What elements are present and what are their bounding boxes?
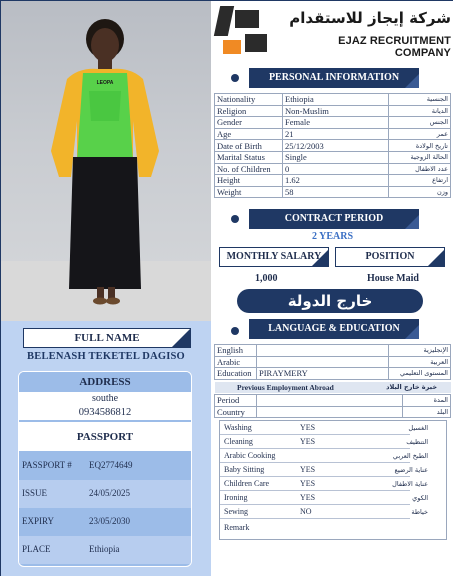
monthly-salary-header — [219, 247, 329, 267]
language-row-arabic — [215, 356, 451, 368]
personal-row-religion — [215, 105, 451, 117]
row-label: English — [215, 345, 257, 357]
skill-label: Children Care — [224, 479, 270, 488]
row-value: Ethiopia — [283, 94, 389, 106]
language-education-title: LANGUAGE & EDUCATION — [268, 323, 400, 334]
skill-value: YES — [300, 423, 316, 432]
skill-label-arabic: عناية الاطفال — [392, 480, 428, 488]
personal-row-marital — [215, 151, 451, 163]
row-label: No. of Children — [215, 163, 283, 175]
language-table — [214, 344, 451, 380]
skill-label-arabic: الغسيل — [408, 424, 428, 432]
row-value: Female — [283, 117, 389, 129]
section-bullet-icon — [231, 327, 239, 335]
row-label-arabic: العربية — [389, 356, 451, 368]
position-value: House Maid — [367, 273, 419, 284]
row-value: 1.62 — [283, 175, 389, 187]
personal-row-nationality — [215, 94, 451, 106]
skill-value: YES — [300, 493, 316, 502]
row-label: Gender — [215, 117, 283, 129]
skill-label-arabic: الطبخ العربي — [392, 452, 428, 460]
skill-value: YES — [300, 479, 316, 488]
previous-employment-title: Previous Employment Abroad — [237, 383, 334, 392]
skill-label-arabic: التنظيف — [406, 438, 428, 446]
address-label: ADDRESS — [19, 372, 191, 392]
skill-row — [220, 421, 446, 435]
full-name-label: FULL NAME — [74, 332, 140, 344]
skill-value: YES — [300, 437, 316, 446]
personal-info-header — [249, 68, 419, 88]
row-label-arabic: المستوى التعليمي — [389, 368, 451, 380]
row-label-arabic: الحالة الزوجية — [389, 151, 451, 163]
skill-label: Arabic Cooking — [224, 451, 276, 460]
company-name-arabic: شركة إيجاز للاستقدام — [289, 9, 451, 27]
skill-row — [220, 449, 446, 463]
section-bullet-icon — [231, 215, 239, 223]
passport-number-key: PASSPORT # — [22, 460, 72, 470]
personal-row-height — [215, 175, 451, 187]
personal-row-weight — [215, 186, 451, 198]
personal-info-title: PERSONAL INFORMATION — [268, 72, 400, 83]
row-value: 25/12/2003 — [283, 140, 389, 152]
right-column — [211, 1, 453, 576]
row-value: Non-Muslim — [283, 105, 389, 117]
passport-number-row — [19, 452, 191, 480]
language-row-education — [215, 368, 451, 380]
company-logo-icon — [217, 6, 273, 58]
passport-place-value: Ethiopia — [89, 544, 120, 554]
company-name-english: EJAZ RECRUITMENT COMPANY — [338, 35, 451, 59]
row-label-arabic: عدد الاطفال — [389, 163, 451, 175]
section-bullet-icon — [231, 74, 239, 82]
row-label: Education — [215, 368, 257, 380]
row-label: Weight — [215, 186, 283, 198]
passport-place-key: PLACE — [22, 544, 51, 554]
row-value: PIRAYMERY — [257, 368, 389, 380]
skill-label: Washing — [224, 423, 252, 432]
address-phone: 0934586812 — [19, 406, 191, 420]
passport-number-value: EQ2774649 — [89, 460, 133, 470]
skill-label: Baby Sitting — [224, 465, 265, 474]
row-label: Date of Birth — [215, 140, 283, 152]
skill-label-arabic: عناية الرضيع — [394, 466, 428, 474]
monthly-salary-label: MONTHLY SALARY — [226, 251, 322, 262]
skill-label: Remark — [224, 523, 250, 532]
contract-years: 2 YEARS — [311, 231, 354, 242]
row-label-arabic: الإنجليزية — [389, 345, 451, 357]
skill-label-arabic: خياطة — [411, 508, 428, 516]
prev-row-country — [215, 406, 451, 418]
personal-row-children — [215, 163, 451, 175]
row-label-arabic: عمر — [389, 128, 451, 140]
passport-label: PASSPORT — [19, 421, 191, 451]
skill-row — [220, 505, 446, 519]
row-label: Height — [215, 175, 283, 187]
row-label-arabic: تاريخ الولادة — [389, 140, 451, 152]
skill-row — [220, 463, 446, 477]
row-label: Age — [215, 128, 283, 140]
prev-row-period — [215, 395, 451, 407]
monthly-salary-value: 1,000 — [255, 273, 278, 284]
skill-label: Sewing — [224, 507, 248, 516]
passport-expiry-value: 23/05/2030 — [89, 516, 131, 526]
passport-expiry-row — [19, 508, 191, 536]
passport-issue-value: 24/05/2025 — [89, 488, 131, 498]
contract-period-header — [249, 209, 419, 229]
address-line: southe — [19, 392, 191, 406]
row-label: Period — [215, 395, 257, 407]
skill-row-remark — [220, 521, 446, 535]
personal-row-dob — [215, 140, 451, 152]
row-value — [257, 406, 403, 418]
skill-value: YES — [300, 465, 316, 474]
row-label-arabic: المدة — [403, 395, 451, 407]
row-value: 21 — [283, 128, 389, 140]
row-label-arabic: الجنسية — [389, 94, 451, 106]
passport-issue-row — [19, 480, 191, 508]
personal-info-table — [214, 93, 451, 198]
abroad-banner: خارج الدولة — [237, 289, 423, 313]
candidate-photo — [1, 1, 211, 321]
row-label: Country — [215, 406, 257, 418]
skill-row — [220, 435, 446, 449]
row-value — [257, 356, 389, 368]
skill-row — [220, 491, 446, 505]
skill-label: Cleaning — [224, 437, 253, 446]
passport-place-row — [19, 536, 191, 564]
skill-label: Ironing — [224, 493, 248, 502]
personal-row-age — [215, 128, 451, 140]
position-label: POSITION — [365, 251, 415, 262]
language-row-english — [215, 345, 451, 357]
row-label-arabic: الديانة — [389, 105, 451, 117]
previous-employment-title-arabic: خبرة خارج البلاد — [386, 383, 437, 391]
row-label-arabic: وزن — [389, 186, 451, 198]
shirt-logo-text: LEOPA — [96, 80, 114, 86]
full-name-header — [23, 328, 191, 348]
row-label: Arabic — [215, 356, 257, 368]
address-passport-panel — [18, 371, 192, 567]
row-label-arabic: البلد — [403, 406, 451, 418]
skill-value: NO — [300, 507, 312, 516]
personal-row-gender — [215, 117, 451, 129]
previous-employment-header — [215, 382, 451, 393]
position-header — [335, 247, 445, 267]
skill-row — [220, 477, 446, 491]
row-label: Nationality — [215, 94, 283, 106]
row-label: Marital Status — [215, 151, 283, 163]
contract-period-title: CONTRACT PERIOD — [284, 213, 384, 224]
row-value — [257, 395, 403, 407]
row-value: 0 — [283, 163, 389, 175]
row-label-arabic: ارتفاع — [389, 175, 451, 187]
row-label-arabic: الجنس — [389, 117, 451, 129]
previous-employment-table — [214, 394, 451, 418]
skill-label-arabic: الكوي — [412, 494, 428, 502]
row-value: 58 — [283, 186, 389, 198]
passport-issue-key: ISSUE — [22, 488, 48, 498]
row-value: Single — [283, 151, 389, 163]
language-education-header — [249, 319, 419, 339]
full-name-value: BELENASH TEKETEL DAGISO — [27, 351, 185, 362]
skills-table — [219, 420, 447, 540]
passport-expiry-key: EXPIRY — [22, 516, 55, 526]
left-column — [1, 1, 211, 576]
row-label: Religion — [215, 105, 283, 117]
row-value — [257, 345, 389, 357]
